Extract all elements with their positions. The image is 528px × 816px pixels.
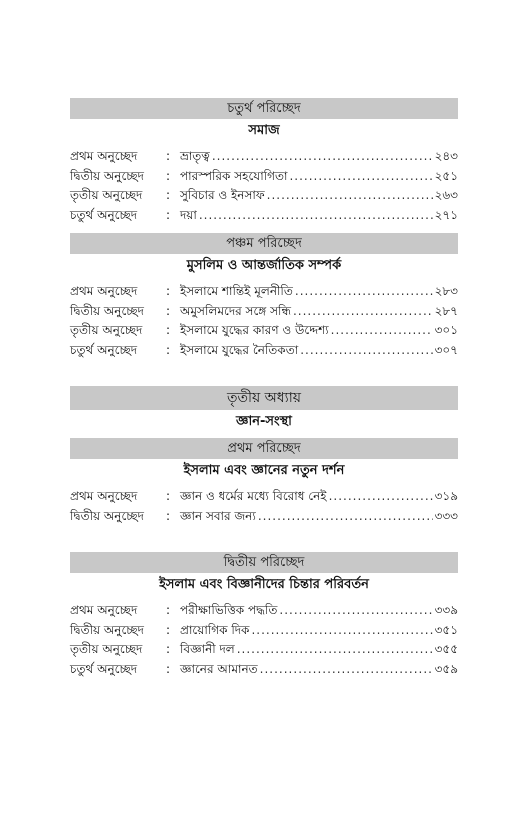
- entry-title: বিজ্ঞানী দল: [180, 642, 235, 656]
- entry-label: প্রথম অনুচ্ছেদ: [70, 603, 138, 617]
- entry-page-number: ৩৩৯: [434, 603, 458, 617]
- entry-page-number: ৩৫১: [434, 622, 458, 637]
- toc-entry[interactable]: [70, 601, 458, 621]
- section-banner: চতুর্থ পরিচ্ছেদ: [70, 98, 458, 119]
- entry-title: পরীক্ষাভিত্তিক পদ্ধতি: [180, 603, 278, 617]
- entry-page-number: ৩০১: [434, 323, 458, 337]
- toc-entry[interactable]: [70, 341, 458, 361]
- entry-page-number: ২৭১: [434, 207, 458, 222]
- table-of-contents: [70, 98, 458, 679]
- entry-title: সুবিচার ও ইনসাফ: [180, 188, 265, 202]
- entry-colon: :: [166, 508, 171, 523]
- section-heading: মুসলিম ও আন্তর্জাতিক সম্পর্ক: [186, 258, 342, 273]
- chapter-banner: তৃতীয় অধ্যায়: [70, 386, 458, 410]
- entry-title: প্রায়োগিক দিক: [180, 622, 250, 637]
- toc-entry[interactable]: [70, 167, 458, 187]
- leader-dots: [258, 507, 433, 527]
- leader-dots: [212, 147, 433, 167]
- entry-title: ইসলামে যুদ্ধের নৈতিকতা: [180, 342, 299, 357]
- entry-label: তৃতীয় অনুচ্ছেদ: [70, 642, 143, 656]
- entry-label: প্রথম অনুচ্ছেদ: [70, 284, 138, 298]
- leader-dots: [267, 186, 433, 206]
- entry-colon: :: [166, 323, 171, 337]
- leader-dots: [329, 487, 433, 507]
- leader-dots: [251, 621, 432, 641]
- toc-entry[interactable]: [70, 321, 458, 341]
- entry-colon: :: [166, 303, 171, 318]
- entry-colon: :: [166, 342, 171, 357]
- entry-colon: :: [166, 489, 171, 503]
- leader-dots: [293, 302, 433, 322]
- toc-entry[interactable]: [70, 507, 458, 527]
- entry-title: পারস্পরিক সহযোগিতা: [180, 168, 288, 183]
- toc-entry[interactable]: [70, 640, 458, 660]
- entry-label: চতুর্থ অনুচ্ছেদ: [70, 207, 138, 222]
- entry-title: অমুসলিমদের সঙ্গে সন্ধি: [180, 303, 291, 318]
- chapter-heading: জ্ঞান-সংস্থা: [236, 414, 292, 429]
- entry-colon: :: [166, 149, 171, 163]
- entry-colon: :: [166, 642, 171, 656]
- leader-dots: [289, 167, 432, 187]
- entry-page-number: ৩৩৩: [434, 508, 458, 523]
- leader-dots: [279, 601, 432, 621]
- section-banner: পঞ্চম পরিচ্ছেদ: [70, 233, 458, 254]
- entry-page-number: ২৮৭: [434, 303, 458, 318]
- entry-colon: :: [166, 188, 171, 202]
- entry-title: ইসলামে যুদ্ধের কারণ ও উদ্দেশ্য: [180, 323, 329, 337]
- entry-title: দয়া: [180, 207, 197, 222]
- entry-label: দ্বিতীয় অনুচ্ছেদ: [70, 168, 144, 183]
- toc-entry[interactable]: [70, 186, 458, 206]
- entry-label: চতুর্থ অনুচ্ছেদ: [70, 661, 138, 676]
- entry-page-number: ৩১৯: [434, 489, 458, 503]
- entry-label: দ্বিতীয় অনুচ্ছেদ: [70, 303, 144, 318]
- entry-title: ভ্রাতৃত্ব: [180, 149, 210, 163]
- entry-title: জ্ঞান সবার জন্য: [180, 508, 256, 523]
- entry-title: জ্ঞান ও ধর্মের মধ্যে বিরোধ নেই: [180, 489, 327, 503]
- section-banner: প্রথম পরিচ্ছেদ: [70, 438, 458, 459]
- section-heading: সমাজ: [248, 123, 280, 138]
- entry-colon: :: [166, 661, 171, 676]
- leader-dots: [295, 282, 433, 302]
- entry-label: তৃতীয় অনুচ্ছেদ: [70, 323, 143, 337]
- entry-label: তৃতীয় অনুচ্ছেদ: [70, 188, 143, 202]
- entry-colon: :: [166, 207, 171, 222]
- leader-dots: [199, 206, 433, 226]
- entry-label: চতুর্থ অনুচ্ছেদ: [70, 342, 138, 357]
- entry-colon: :: [166, 168, 171, 183]
- entry-page-number: ৩৫৯: [434, 661, 458, 676]
- leader-dots: [260, 660, 433, 680]
- entry-colon: :: [166, 284, 171, 298]
- entry-page-number: ২৫১: [434, 168, 458, 183]
- toc-entry[interactable]: [70, 206, 458, 226]
- toc-entry[interactable]: [70, 147, 458, 167]
- toc-entry[interactable]: [70, 621, 458, 641]
- entry-page-number: ২৮৩: [434, 284, 458, 298]
- entry-page-number: ৩৫৫: [434, 642, 458, 656]
- section-banner: দ্বিতীয় পরিচ্ছেদ: [70, 552, 458, 573]
- toc-entry[interactable]: [70, 282, 458, 302]
- entry-title: জ্ঞানের আমানত: [180, 661, 258, 676]
- entry-page-number: ২৪৩: [434, 149, 458, 163]
- toc-entry[interactable]: [70, 660, 458, 680]
- entry-page-number: ২৬৩: [434, 188, 458, 202]
- entry-page-number: ৩০৭: [434, 342, 458, 357]
- entry-colon: :: [166, 603, 171, 617]
- leader-dots: [331, 321, 433, 341]
- leader-dots: [300, 341, 432, 361]
- leader-dots: [237, 640, 433, 660]
- entry-label: দ্বিতীয় অনুচ্ছেদ: [70, 508, 144, 523]
- section-heading: ইসলাম এবং জ্ঞানের নতুন দর্শন: [183, 463, 345, 478]
- section-heading: ইসলাম এবং বিজ্ঞানীদের চিন্তার পরিবর্তন: [159, 577, 369, 592]
- entry-label: প্রথম অনুচ্ছেদ: [70, 149, 138, 163]
- entry-title: ইসলামে শান্তিই মূলনীতি: [180, 284, 293, 298]
- toc-entry[interactable]: [70, 487, 458, 507]
- entry-label: প্রথম অনুচ্ছেদ: [70, 489, 138, 503]
- toc-entry[interactable]: [70, 302, 458, 322]
- entry-label: দ্বিতীয় অনুচ্ছেদ: [70, 622, 144, 637]
- entry-colon: :: [166, 622, 171, 637]
